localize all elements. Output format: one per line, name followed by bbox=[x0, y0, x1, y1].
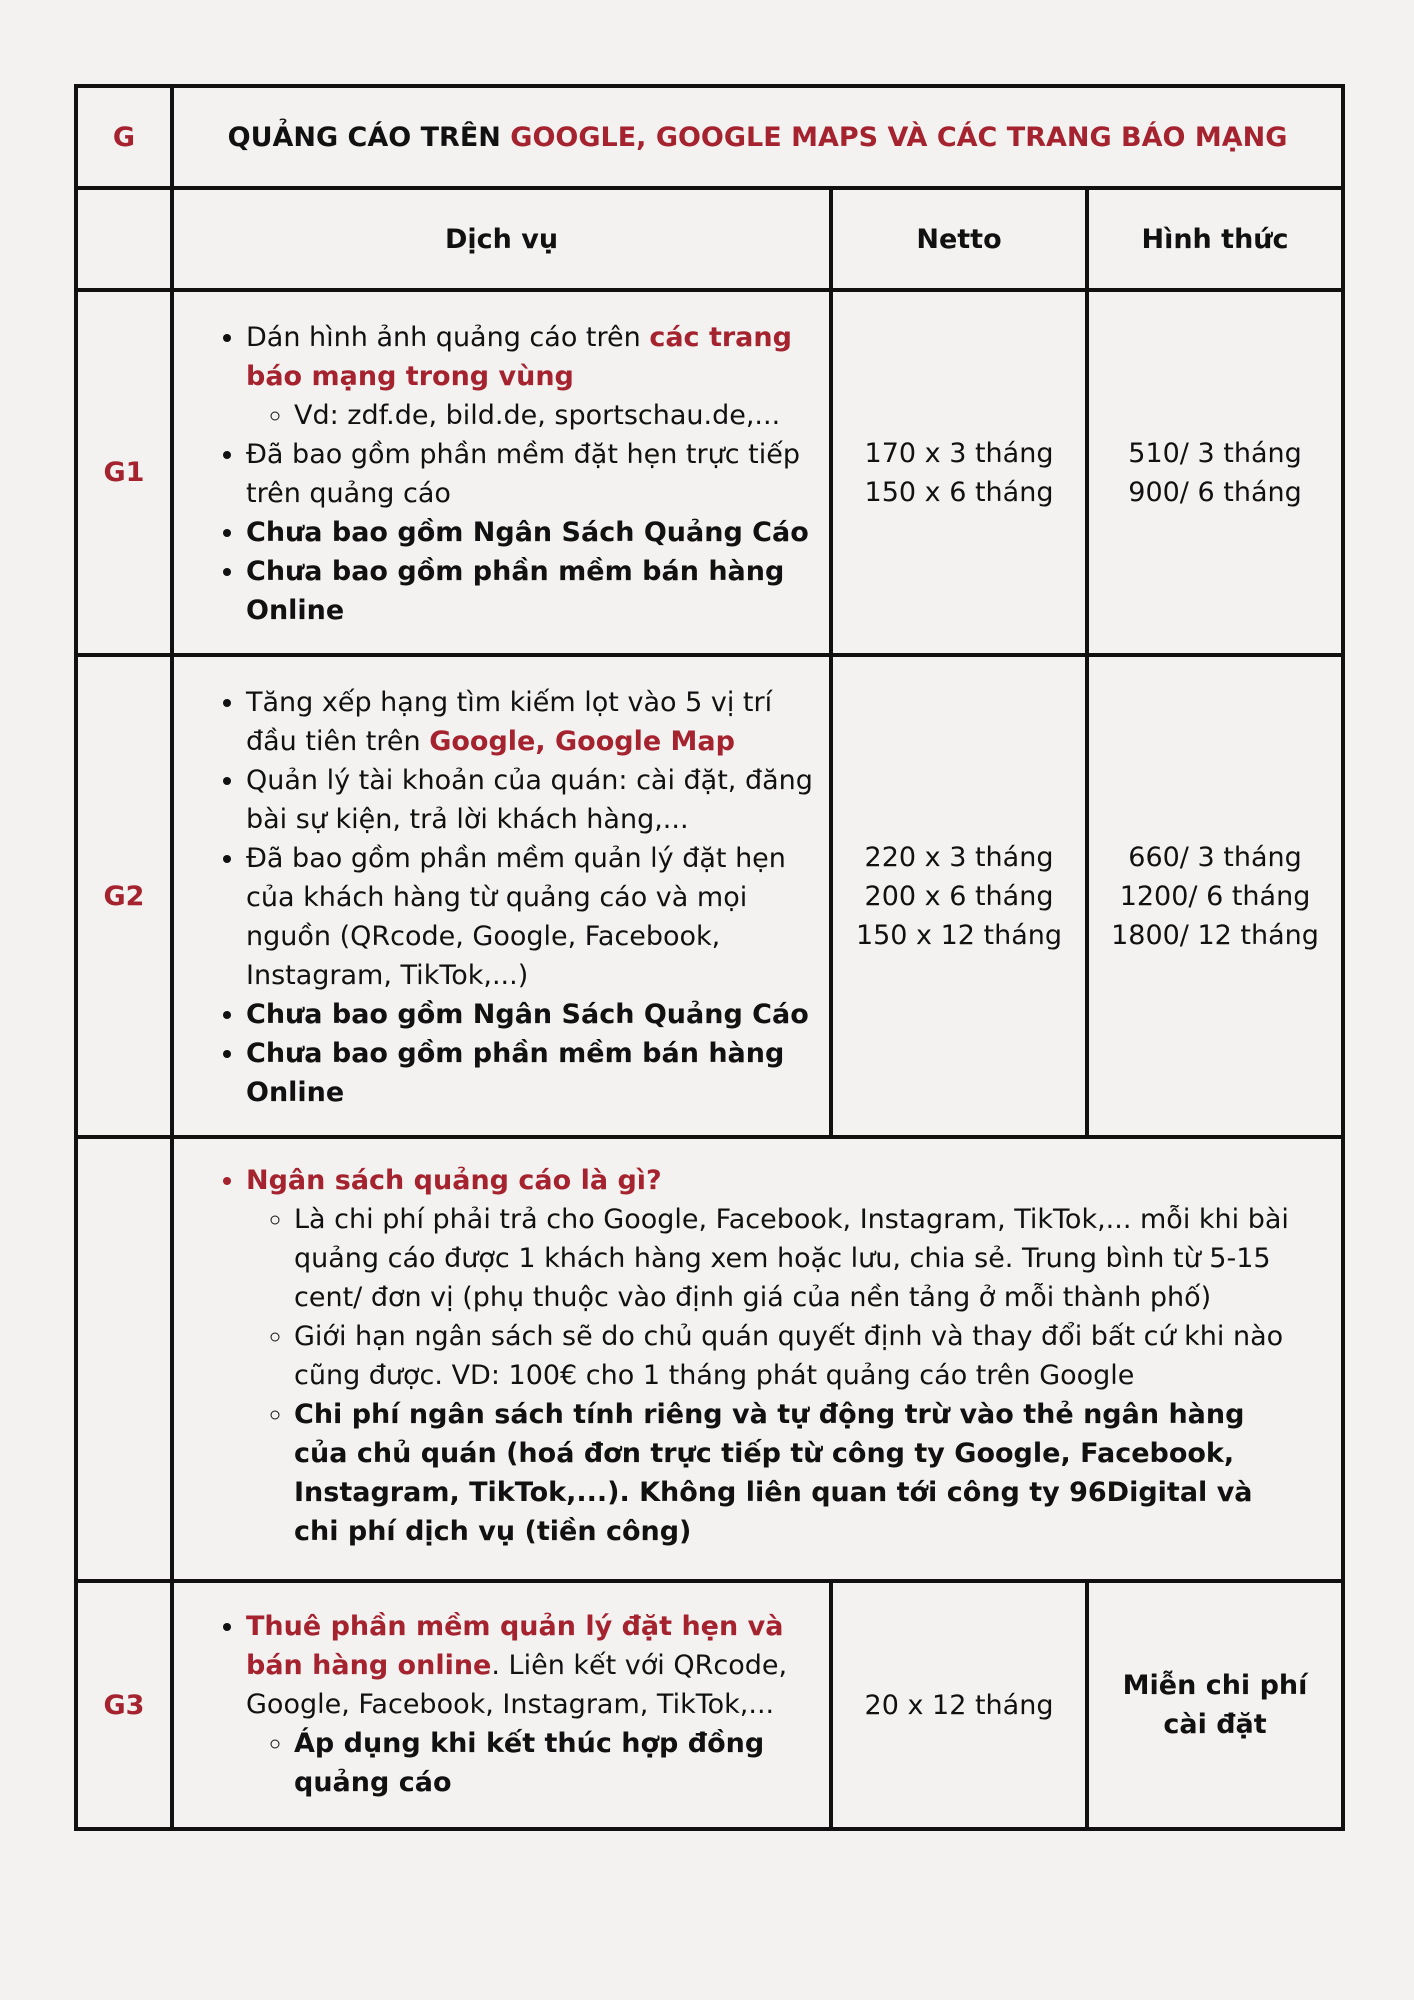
sub-list-item: ◦ Là chi phí phải trả cho Google, Facebook, Instagram, TikTok,... mỗi khi bài quảng cáo được 1 khách hàng xem hoặc lưu, chia sẻ. Trung bình từ 5-15 cent/ đơn vị (phụ thuộc vào định giá của nền tảng ở mỗi thành phố) bbox=[294, 1200, 1301, 1317]
service-cell-g2 bbox=[172, 655, 831, 1137]
sub-list-item: ◦ Áp dụng khi kết thúc hợp đồng quảng cáo bbox=[294, 1724, 815, 1802]
netto-value: 220 x 3 tháng bbox=[864, 841, 1054, 873]
budget-list bbox=[174, 1161, 1301, 1551]
row-g1 bbox=[76, 290, 1343, 655]
list-item: • Chưa bao gồm phần mềm bán hàng Online bbox=[246, 552, 815, 630]
list-item: • Chưa bao gồm Ngân Sách Quảng Cáo bbox=[246, 995, 815, 1034]
section-title bbox=[172, 86, 1343, 188]
service-highlight: Google, Google Map bbox=[429, 725, 735, 757]
list-item bbox=[246, 683, 815, 761]
column-header-netto: Netto bbox=[831, 188, 1087, 290]
form-value: 1800/ 12 tháng bbox=[1111, 919, 1319, 951]
form-value: 1200/ 6 tháng bbox=[1119, 880, 1311, 912]
section-code: G bbox=[76, 86, 172, 188]
service-highlight: Thuê phần mềm quản lý đặt hẹn và bán hàng online bbox=[246, 1610, 784, 1681]
service-list-g1 bbox=[174, 318, 815, 630]
list-item: • Chưa bao gồm Ngân Sách Quảng Cáo bbox=[246, 513, 815, 552]
service-list-g3 bbox=[174, 1607, 815, 1802]
sub-list-item: ◦ Vd: zdf.de, bild.de, sportschau.de,... bbox=[294, 396, 815, 435]
netto-value: 200 x 6 tháng bbox=[864, 880, 1054, 912]
netto-cell-g3 bbox=[831, 1581, 1087, 1829]
list-item bbox=[246, 318, 815, 435]
service-highlight: các trang báo mạng trong vùng bbox=[246, 321, 792, 392]
row-code-g2: G2 bbox=[76, 655, 172, 1137]
list-item: • Chưa bao gồm phần mềm bán hàng Online bbox=[246, 1034, 815, 1112]
form-cell-g2 bbox=[1087, 655, 1343, 1137]
netto-cell-g2 bbox=[831, 655, 1087, 1137]
netto-cell-g1 bbox=[831, 290, 1087, 655]
column-header-service: Dịch vụ bbox=[172, 188, 831, 290]
service-list-g2 bbox=[174, 683, 815, 1112]
netto-value: 20 x 12 tháng bbox=[864, 1689, 1054, 1721]
form-value: 510/ 3 tháng bbox=[1128, 437, 1302, 469]
form-value: Miễn chi phí cài đặt bbox=[1122, 1670, 1308, 1740]
budget-heading: Ngân sách quảng cáo là gì? bbox=[246, 1165, 662, 1196]
list-item: • Đã bao gồm phần mềm đặt hẹn trực tiếp trên quảng cáo bbox=[246, 435, 815, 513]
list-item: • Quản lý tài khoản của quán: cài đặt, đăng bài sự kiện, trả lời khách hàng,... bbox=[246, 761, 815, 839]
service-text: . Liên kết với QRcode, Google, Facebook, Instagram, TikTok,... bbox=[246, 1649, 788, 1720]
list-item bbox=[246, 1607, 815, 1802]
form-cell-g1 bbox=[1087, 290, 1343, 655]
form-value: 900/ 6 tháng bbox=[1128, 476, 1302, 508]
empty-header-cell bbox=[76, 188, 172, 290]
row-budget-info bbox=[76, 1137, 1343, 1581]
service-cell-g3 bbox=[172, 1581, 831, 1829]
form-value: 660/ 3 tháng bbox=[1128, 841, 1302, 873]
sub-list-item: ◦ Giới hạn ngân sách sẽ do chủ quán quyết định và thay đổi bất cứ khi nào cũng được. VD: 100€ cho 1 tháng phát quảng cáo trên Google bbox=[294, 1317, 1301, 1395]
row-code-g1: G1 bbox=[76, 290, 172, 655]
section-title-plain: QUẢNG CÁO TRÊN bbox=[227, 121, 511, 153]
column-header-form: Hình thức bbox=[1087, 188, 1343, 290]
sub-list-item: ◦ Chi phí ngân sách tính riêng và tự động trừ vào thẻ ngân hàng của chủ quán (hoá đơn trực tiếp từ công ty Google, Facebook, Instagram, TikTok,...). Không liên quan tới công ty 96Digital và chi phí dịch vụ (tiền công) bbox=[294, 1395, 1301, 1551]
netto-value: 150 x 12 tháng bbox=[855, 919, 1063, 951]
pricing-sheet bbox=[74, 84, 1341, 1831]
header-row bbox=[76, 86, 1343, 188]
empty-code-cell bbox=[76, 1137, 172, 1581]
row-g2 bbox=[76, 655, 1343, 1137]
service-text: Tăng xếp hạng tìm kiếm lọt vào 5 vị trí đầu tiên trên bbox=[246, 686, 773, 757]
pricing-table bbox=[74, 84, 1345, 1831]
row-code-g3: G3 bbox=[76, 1581, 172, 1829]
list-item: • Đã bao gồm phần mềm quản lý đặt hẹn của khách hàng từ quảng cáo và mọi nguồn (QRcode, Google, Facebook, Instagram, TikTok,...) bbox=[246, 839, 815, 995]
service-text: Dán hình ảnh quảng cáo trên bbox=[246, 321, 650, 353]
netto-value: 170 x 3 tháng bbox=[864, 437, 1054, 469]
budget-info-cell bbox=[172, 1137, 1343, 1581]
row-g3 bbox=[76, 1581, 1343, 1829]
service-cell-g1 bbox=[172, 290, 831, 655]
column-header-row bbox=[76, 188, 1343, 290]
form-cell-g3 bbox=[1087, 1581, 1343, 1829]
section-title-highlight: GOOGLE, GOOGLE MAPS VÀ CÁC TRANG BÁO MẠNG bbox=[510, 121, 1288, 153]
list-item bbox=[246, 1161, 1301, 1551]
netto-value: 150 x 6 tháng bbox=[864, 476, 1054, 508]
